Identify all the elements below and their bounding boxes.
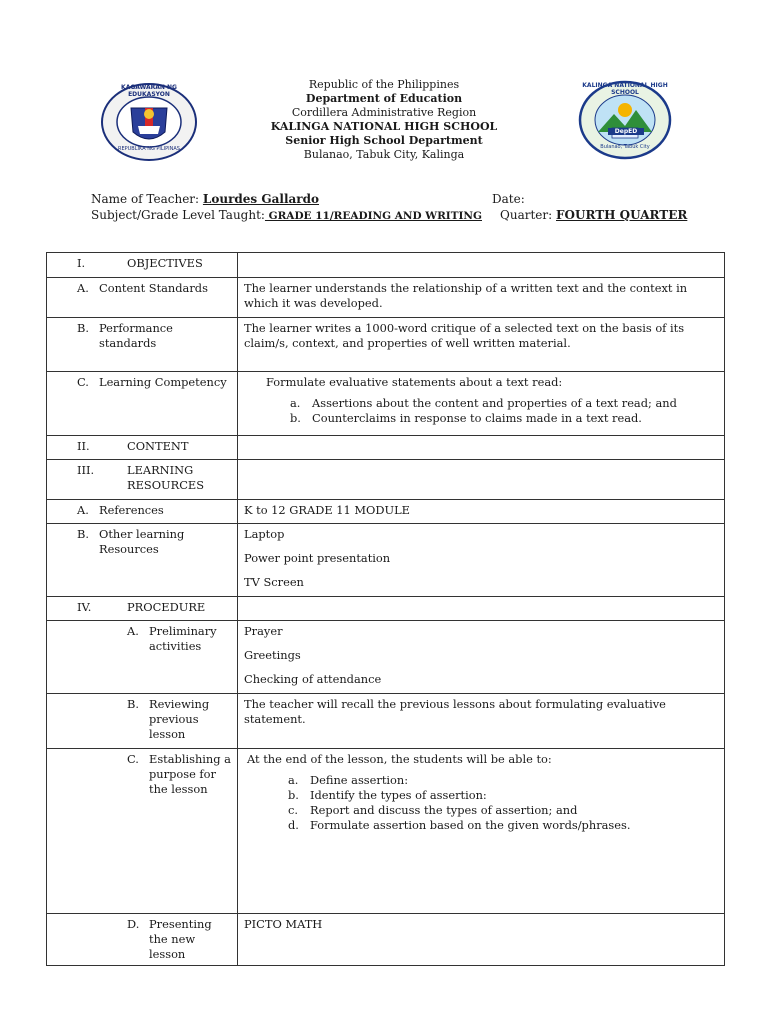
table-row: II. CONTENT bbox=[47, 436, 725, 460]
table-row: B. Performance standards The learner writes a 1000-word critique of a selected text on the basis of its claim/s, context, and properties of well written material. bbox=[47, 318, 725, 372]
table-row: IV. PROCEDURE bbox=[47, 597, 725, 621]
objectives-list bbox=[244, 773, 718, 833]
header-department-unit: Senior High School Department bbox=[285, 134, 483, 147]
header-school: KALINGA NATIONAL HIGH SCHOOL bbox=[270, 120, 498, 133]
activity-greetings: Greetings bbox=[244, 648, 301, 662]
table-row: A. References K to 12 GRADE 11 MODULE bbox=[47, 500, 725, 524]
other-resources-label: Other learning Resources bbox=[99, 527, 185, 556]
content-standards-label: Content Standards bbox=[99, 281, 208, 295]
document-header bbox=[0, 78, 768, 162]
subject-label: Subject/Grade Level Taught: bbox=[91, 208, 265, 222]
presenting-lesson-text: PICTO MATH bbox=[238, 914, 725, 966]
resource-powerpoint: Power point presentation bbox=[244, 551, 391, 565]
performance-standards-text: The learner writes a 1000-word critique of a selected text on the basis of its claim/s, context, and properties of well written material. bbox=[238, 318, 725, 372]
list-item: d. Formulate assertion based on the given words/phrases. bbox=[288, 818, 631, 832]
table-row: B. Other learning Resources Laptop Power point presentation TV Screen bbox=[47, 524, 725, 597]
references-label: References bbox=[99, 503, 164, 517]
quarter-label: Quarter: bbox=[500, 208, 553, 222]
establishing-purpose-label: Establishing a purpose for the lesson bbox=[149, 752, 231, 796]
competency-list bbox=[244, 396, 718, 426]
knhs-seal-text: KALINGA NATIONAL HIGH SCHOOL bbox=[582, 82, 668, 96]
list-item: a. Define assertion: bbox=[288, 773, 409, 787]
header-department: Department of Education bbox=[305, 92, 463, 105]
objectives-heading: OBJECTIVES bbox=[127, 256, 203, 270]
subject-value: GRADE 11/READING AND WRITING bbox=[264, 210, 482, 222]
establishing-purpose-text: At the end of the lesson, the students will be able to: bbox=[247, 752, 552, 766]
table-row: C. Establishing a purpose for the lesson At the end of the lesson, the students will be able to: a. Define assertion: b. Identify the types of assertion: c. Report and discuss the types of assertion; and d. Formulate assertion based on the given words/phrases. bbox=[47, 749, 725, 914]
table-row: A. Content Standards The learner understands the relationship of a written text and the context in which it was developed. bbox=[47, 278, 725, 318]
subject-line bbox=[91, 208, 482, 224]
lesson-plan-table bbox=[46, 252, 725, 966]
header-republic: Republic of the Philippines bbox=[308, 78, 460, 91]
table-row: D. Presenting the new lesson PICTO MATH bbox=[47, 914, 725, 966]
knhs-seal-bottom-text: Bulanao, Tabuk City bbox=[600, 144, 650, 150]
learning-competency-text: Formulate evaluative statements about a text read: bbox=[266, 375, 563, 389]
table-row: I. OBJECTIVES bbox=[47, 253, 725, 278]
activity-attendance: Checking of attendance bbox=[244, 672, 382, 686]
deped-seal-bottom-text: REPUBLIKA NG PILIPINAS bbox=[118, 146, 180, 152]
quarter-line bbox=[500, 208, 687, 223]
deped-seal-text: KAGAWARAN NG EDUKASYON bbox=[121, 84, 177, 98]
quarter-value: FOURTH QUARTER bbox=[556, 208, 688, 222]
table-row: C. Learning Competency Formulate evaluative statements about a text read: a. Assertions about the content and properties of a text read; and b. Counterclaims in response to claims made in a text read. bbox=[47, 372, 725, 436]
list-item: c. Report and discuss the types of assertion; and bbox=[288, 803, 578, 817]
table-row: B. Reviewing previous lesson The teacher will recall the previous lessons about formulating evaluative statement. bbox=[47, 694, 725, 749]
resource-tv: TV Screen bbox=[244, 575, 304, 589]
procedure-heading: PROCEDURE bbox=[127, 600, 206, 614]
list-item: b. Counterclaims in response to claims made in a text read. bbox=[290, 411, 642, 425]
header-region: Cordillera Administrative Region bbox=[291, 106, 477, 119]
activity-prayer: Prayer bbox=[244, 624, 283, 638]
teacher-line bbox=[91, 192, 319, 207]
date-label: Date: bbox=[492, 192, 525, 206]
teacher-label: Name of Teacher: bbox=[91, 192, 200, 206]
table-row: III. LEARNING RESOURCES bbox=[47, 460, 725, 500]
teacher-name: Lourdes Gallardo bbox=[202, 192, 320, 206]
header-address: Bulanao, Tabuk City, Kalinga bbox=[303, 148, 465, 161]
reviewing-lesson-label: Reviewing previous lesson bbox=[149, 697, 210, 741]
learning-resources-heading: LEARNING RESOURCES bbox=[127, 463, 205, 492]
table-row: A. Preliminary activities Prayer Greetings Checking of attendance bbox=[47, 621, 725, 694]
list-item: b. Identify the types of assertion: bbox=[288, 788, 487, 802]
preliminary-activities-label: Preliminary activities bbox=[149, 624, 217, 653]
resource-laptop: Laptop bbox=[244, 527, 285, 541]
references-text: K to 12 GRADE 11 MODULE bbox=[238, 500, 725, 524]
list-item: a. Assertions about the content and properties of a text read; and bbox=[290, 396, 677, 410]
reviewing-lesson-text: The teacher will recall the previous lessons about formulating evaluative statement. bbox=[238, 694, 725, 749]
content-heading: CONTENT bbox=[127, 439, 189, 453]
performance-standards-label: Performance standards bbox=[99, 321, 173, 350]
knhs-seal-badge: DepED bbox=[608, 128, 644, 135]
presenting-lesson-label: Presenting the new lesson bbox=[149, 917, 212, 961]
learning-competency-label: Learning Competency bbox=[99, 375, 227, 389]
content-standards-text: The learner understands the relationship of a written text and the context in which it was developed. bbox=[238, 278, 725, 318]
